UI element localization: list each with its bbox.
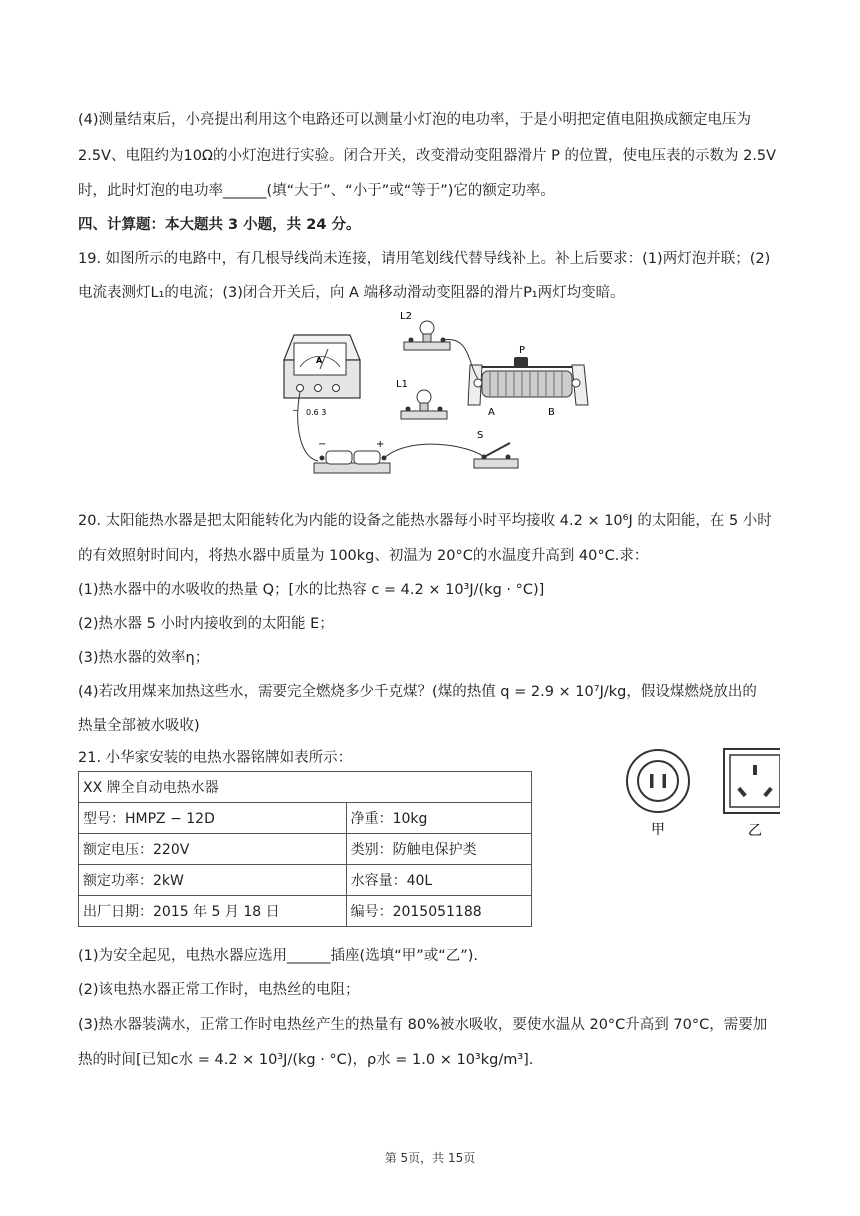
lamp-l1-label: L1	[396, 379, 408, 390]
lamp-l1	[396, 379, 447, 419]
table-row	[79, 772, 532, 803]
switch-label: S	[477, 430, 484, 441]
q20-sub-2: (2)热水器 5 小时内接收到的太阳能 E；	[78, 616, 334, 632]
ammeter	[284, 335, 360, 417]
table-cell: 净重：10kg	[346, 803, 531, 834]
q21-sub-2: (2)该电热水器正常工作时，电热丝的电阻；	[78, 982, 360, 998]
socket-yi-label: 乙	[748, 823, 762, 839]
three-pin-socket	[724, 749, 780, 839]
ammeter-label: A	[316, 356, 323, 365]
table-cell: 额定功率：2kW	[79, 865, 347, 896]
q20-sub-3: (3)热水器的效率η；	[78, 650, 210, 666]
table-row	[79, 803, 532, 834]
q20-sub-1: (1)热水器中的水吸收的热量 Q；[水的比热容 c = 4.2 × 10³J/(kg · °C)]	[78, 582, 545, 598]
section-4-title: 四、计算题：本大题共 3 小题，共 24 分。	[78, 217, 361, 233]
page-footer: 第 5页，共 15页	[384, 1151, 476, 1165]
socket-jia-label: 甲	[651, 822, 665, 838]
table-cell: 额定电压：220V	[79, 834, 347, 865]
table-cell: 类别：防触电保护类	[346, 834, 531, 865]
table-cell: 出厂日期：2015 年 5 月 18 日	[79, 896, 347, 927]
q21-intro: 21. 小华家安装的电热水器铭牌如表所示：	[78, 750, 353, 766]
table-row	[79, 896, 532, 927]
q20-line-1: 20. 太阳能热水器是把太阳能转化为内能的设备之能热水器每小时平均接收 4.2 × 10⁶J 的太阳能，在 5 小时	[78, 513, 772, 529]
table-cell: 编号：2015051188	[346, 896, 531, 927]
rheostat-p-label: P	[519, 345, 526, 356]
q18-4-line-2: 2.5V、电阻约为10Ω的小灯泡进行实验。闭合开关，改变滑动变阻器滑片 P 的位置，使电压表的示数为 2.5V	[78, 148, 777, 164]
circuit-figure	[270, 305, 600, 480]
ammeter-terminals: 0.6 3	[306, 408, 327, 417]
rheostat-b-label: B	[548, 407, 555, 418]
nameplate-table	[78, 771, 532, 927]
switch	[474, 430, 518, 468]
q20-line-2: 的有效照射时间内，将热水器中质量为 100kg、初温为 20°C的水温度升高到 40°C.求：	[78, 548, 649, 564]
table-row	[79, 865, 532, 896]
q21-sub-1: (1)为安全起见，电热水器应选用______插座(选填“甲”或“乙”).	[78, 948, 479, 964]
q19-line-1: 19. 如图所示的电路中，有几根导线尚未连接，请用笔划线代替导线补上。补上后要求：(1)两灯泡并联；(2)	[78, 251, 771, 267]
battery-minus-label: −	[318, 439, 327, 450]
rheostat	[468, 345, 588, 418]
lamp-l2	[400, 311, 450, 350]
lamp-l2-label: L2	[400, 311, 412, 322]
q19-line-2: 电流表测灯L₁的电流；(3)闭合开关后，向 A 端移动滑动变阻器的滑片P₁两灯均变暗。	[78, 285, 625, 301]
table-cell: 水容量：40L	[346, 865, 531, 896]
ammeter-minus: −	[292, 406, 299, 415]
q18-4-line-3: 时，此时灯泡的电功率______(填“大于”、“小于”或“等于”)它的额定功率。	[78, 183, 555, 199]
q20-sub-4-line-2: 热量全部被水吸收)	[78, 718, 200, 734]
q21-sub-3-line-2: 热的时间[已知c水 = 4.2 × 10³J/(kg · °C)，ρ水 = 1.0 × 10³kg/m³].	[78, 1052, 534, 1068]
battery	[314, 439, 390, 473]
q21-sub-3-line-1: (3)热水器装满水，正常工作时电热丝产生的热量有 80%被水吸收，要使水温从 20°C升高到 70°C，需要加	[78, 1017, 768, 1033]
rheostat-a-label: A	[488, 407, 495, 418]
nameplate-title: XX 牌全自动电热水器	[79, 772, 532, 803]
socket-figure	[620, 745, 780, 840]
table-cell: 型号：HMPZ − 12D	[79, 803, 347, 834]
table-row	[79, 834, 532, 865]
two-pin-socket	[627, 750, 689, 838]
battery-plus-label: +	[376, 439, 385, 450]
q20-sub-4-line-1: (4)若改用煤来加热这些水，需要完全燃烧多少千克煤？(煤的热值 q = 2.9 × 10⁷J/kg，假设煤燃烧放出的	[78, 684, 757, 700]
q18-4-line-1: (4)测量结束后，小亮提出利用这个电路还可以测量小灯泡的电功率，于是小明把定值电阻换成额定电压为	[78, 112, 752, 128]
